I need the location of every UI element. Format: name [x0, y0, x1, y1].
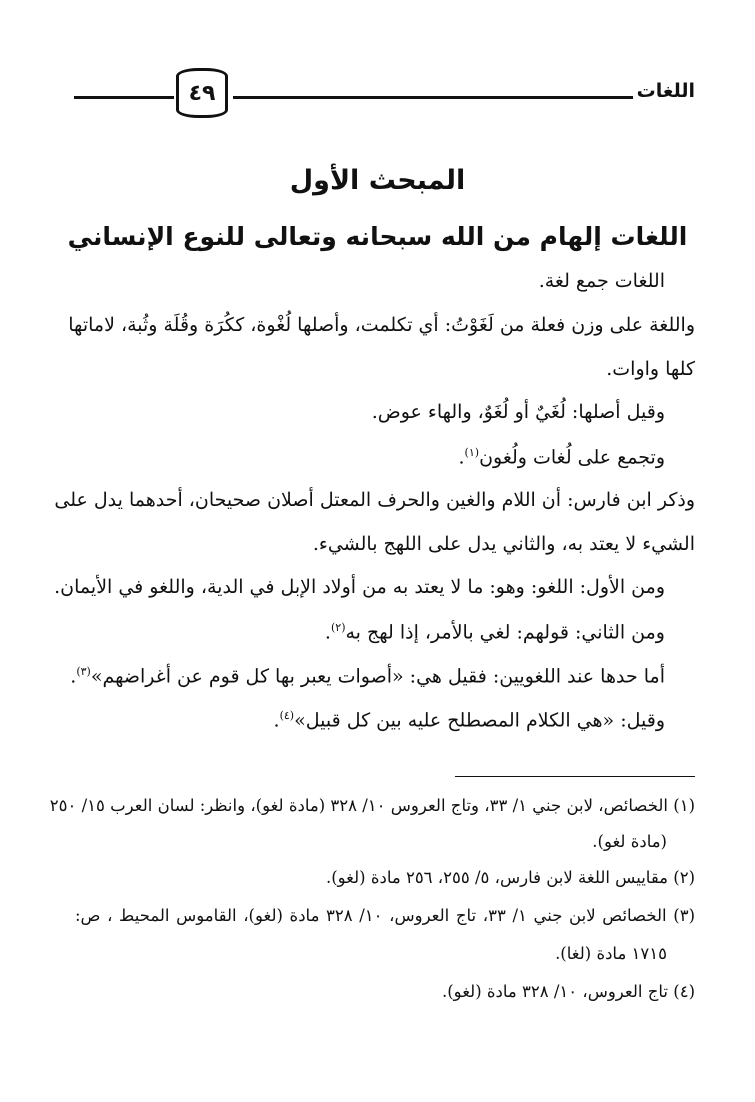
- paragraph-line: ومن الأول: اللغو: وهو: ما لا يعتد به من أولاد الإبل في الدية، واللغو في الأيمان.: [54, 576, 665, 598]
- running-title: اللغات: [636, 80, 695, 102]
- paragraph-line: [35, 666, 665, 686]
- paragraph-line: [35, 710, 665, 730]
- footnote-line: ١٧١٥ مادة (لغا).: [555, 944, 667, 963]
- footnote-line: (مادة لغو).: [592, 832, 667, 851]
- paragraph-line: واللغة على وزن فعلة من لَغَوْتُ: أي تكلمت، وأصلها لُغْوة، ككُرَة وقُلَة وثُبة، لاماتها: [68, 314, 695, 336]
- footnote-line: (١) الخصائص، لابن جني ١/ ٣٣، وتاج العروس ١٠/ ٣٢٨ (مادة لغو)، وانظر: لسان العرب ١٥/ ٢٥٠: [49, 796, 695, 815]
- line-text: ومن الثاني: قولهم: لغي بالأمر، إذا لهج به: [345, 621, 665, 644]
- paragraph-line: كلها واوات.: [606, 358, 695, 380]
- footnote-line: (٢) مقاييس اللغة لابن فارس، ٥/ ٢٥٥، ٢٥٦ مادة (لغو).: [325, 868, 695, 887]
- line-text: وتجمع على لُغات ولُغون: [479, 446, 665, 469]
- line-end: .: [70, 665, 77, 688]
- line-text: وقيل: «هي الكلام المصطلح عليه بين كل قبيل»: [294, 709, 665, 732]
- footnote-line: (٣) الخصائص لابن جني ١/ ٣٣، تاج العروس، ١٠/ ٣٢٨ مادة (لغو)، القاموس المحيط ، ص:: [75, 906, 695, 925]
- footnote-ref: (٤): [279, 709, 295, 722]
- paragraph-line: اللغات جمع لغة.: [538, 270, 665, 292]
- paragraph-line: الشيء لا يعتد به، والثاني يدل على اللهج بالشيء.: [312, 533, 695, 555]
- paragraph-line: وقيل أصلها: لُغَيٌ أو لُغَوٌ، والهاء عوض.: [371, 401, 665, 423]
- header-rule-right: [233, 96, 633, 99]
- line-end: .: [324, 621, 331, 644]
- section-title: المبحث الأول: [289, 165, 466, 196]
- paragraph-line: وذكر ابن فارس: أن اللام والغين والحرف المعتل أصلان صحيحان، أحدهما يدل على: [54, 489, 695, 511]
- header-rule-left: [74, 96, 174, 99]
- page-number: ٤٩: [176, 68, 228, 118]
- footnote-ref: (٣): [76, 665, 91, 678]
- footnote-ref: (٢): [330, 621, 346, 634]
- line-end: .: [458, 446, 465, 469]
- line-text: أما حدها عند اللغويين: فقيل هي: «أصوات يعبر بها كل قوم عن أغراضهم»: [90, 665, 665, 688]
- footnote-ref: (١): [464, 446, 480, 459]
- paragraph-line: [35, 447, 665, 467]
- paragraph-line: [35, 622, 665, 642]
- footnote-line: (٤) تاج العروس، ١٠/ ٣٢٨ مادة (لغو).: [442, 982, 695, 1001]
- line-end: .: [273, 709, 280, 732]
- chapter-title: اللغات إلهام من الله سبحانه وتعالى للنوع الإنساني: [67, 222, 688, 251]
- footnote-separator: [455, 776, 695, 777]
